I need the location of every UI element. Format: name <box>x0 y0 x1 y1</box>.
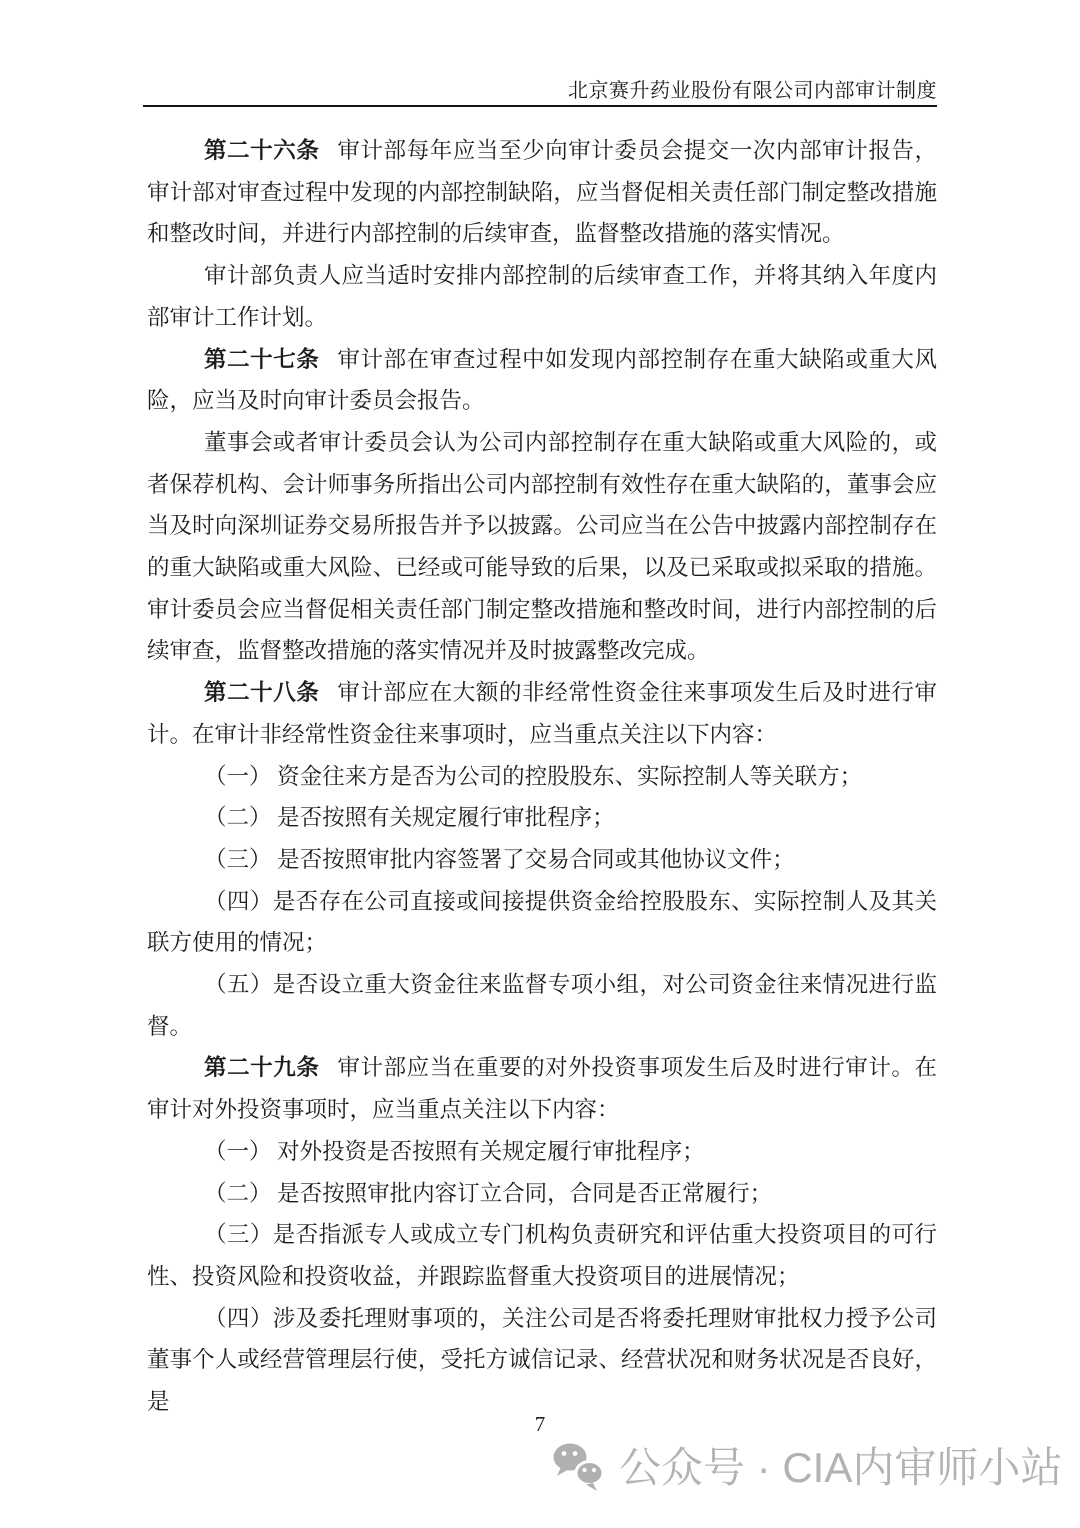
article-text: 董事会或者审计委员会认为公司内部控制存在重大缺陷或重大风险的，或者保荐机构、会计师事务所指出公司内部控制有效性存在重大缺陷的，董事会应当及时向深圳证券交易所报告并予以披露。公司应当在公告中披露内部控制存在的重大缺陷或重大风险、已经或可能导致的后果，以及已采取或拟采取的措施。 审计委员会应当督促相关责任部门制定整改措施和整改时间，进行内部控制的后续审查，监督整改措施的落实情况并及时披露整改完成。 <box>147 429 937 664</box>
list-item <box>147 756 937 798</box>
article-number-heading: 第二十九条 <box>204 1055 320 1081</box>
header-title: 北京赛升药业股份有限公司内部审计制度 <box>568 80 937 102</box>
article-paragraph <box>147 422 937 672</box>
list-item <box>147 881 937 964</box>
list-item <box>147 1298 937 1423</box>
article-text: 审计部应在大额的非经常性资金往来事项发生后及时进行审计。在审计非经常性资金往来事项时，应当重点关注以下内容： <box>147 680 937 747</box>
article-text: 审计部应当在重要的对外投资事项发生后及时进行审计。在审计对外投资事项时，应当重点关注以下内容： <box>147 1055 937 1123</box>
header-rule <box>143 105 937 107</box>
article-text: （五）是否设立重大资金往来监督专项小组，对公司资金往来情况进行监督。 <box>147 972 937 1039</box>
watermark-text: 公众号 · CIA内审师小站 <box>619 1444 1063 1491</box>
article-text: （一） 对外投资是否按照有关规定履行审批程序； <box>204 1138 705 1164</box>
wechat-icon <box>552 1442 606 1494</box>
article-text: 审计部在审查过程中如发现内部控制存在重大缺陷或重大风险，应当及时向审计委员会报告。 <box>147 346 937 414</box>
article-paragraph <box>147 130 937 255</box>
watermark <box>552 1442 1062 1494</box>
article-text: 审计部每年应当至少向审计委员会提交一次内部审计报告，审计部对审查过程中发现的内部控制缺陷，应当督促相关责任部门制定整改措施和整改时间，并进行内部控制的后续审查，监督整改措施的落实情况。 <box>147 138 937 247</box>
article-paragraph <box>147 1047 937 1130</box>
article-paragraph <box>147 255 937 338</box>
article-text: （二） 是否按照有关规定履行审批程序； <box>204 805 615 831</box>
article-paragraph <box>147 672 937 755</box>
article-paragraph <box>147 339 937 422</box>
list-item <box>147 1131 937 1173</box>
article-text: （二） 是否按照审批内容订立合同，合同是否正常履行； <box>204 1180 773 1206</box>
article-number-heading: 第二十八条 <box>204 680 320 706</box>
article-text: （三）是否指派专人或成立专门机构负责研究和评估重大投资项目的可行性、投资风险和投资收益，并跟踪监督重大投资项目的进展情况； <box>147 1222 937 1289</box>
page-number: 7 <box>534 1412 546 1436</box>
list-item <box>147 1173 937 1215</box>
list-item <box>147 964 937 1047</box>
article-number-heading: 第二十六条 <box>204 138 320 163</box>
article-text: （三） 是否按照审批内容签署了交易合同或其他协议文件； <box>204 846 795 872</box>
article-text: 审计部负责人应当适时安排内部控制的后续审查工作，并将其纳入年度内部审计工作计划。 <box>147 263 937 330</box>
article-text: （一） 资金往来方是否为公司的控股股东、实际控制人等关联方； <box>204 763 863 789</box>
article-text: （四）涉及委托理财事项的，关注公司是否将委托理财审批权力授予公司董事个人或经营管理层行使，受托方诚信记录、经营状况和财务状况是否良好，是 <box>147 1305 937 1415</box>
list-item <box>147 1214 937 1297</box>
article-number-heading: 第二十七条 <box>204 346 320 372</box>
list-item <box>147 839 937 881</box>
document-body <box>147 130 937 1423</box>
article-text: （四）是否存在公司直接或间接提供资金给控股股东、实际控制人及其关联方使用的情况； <box>147 888 937 956</box>
list-item <box>147 797 937 839</box>
